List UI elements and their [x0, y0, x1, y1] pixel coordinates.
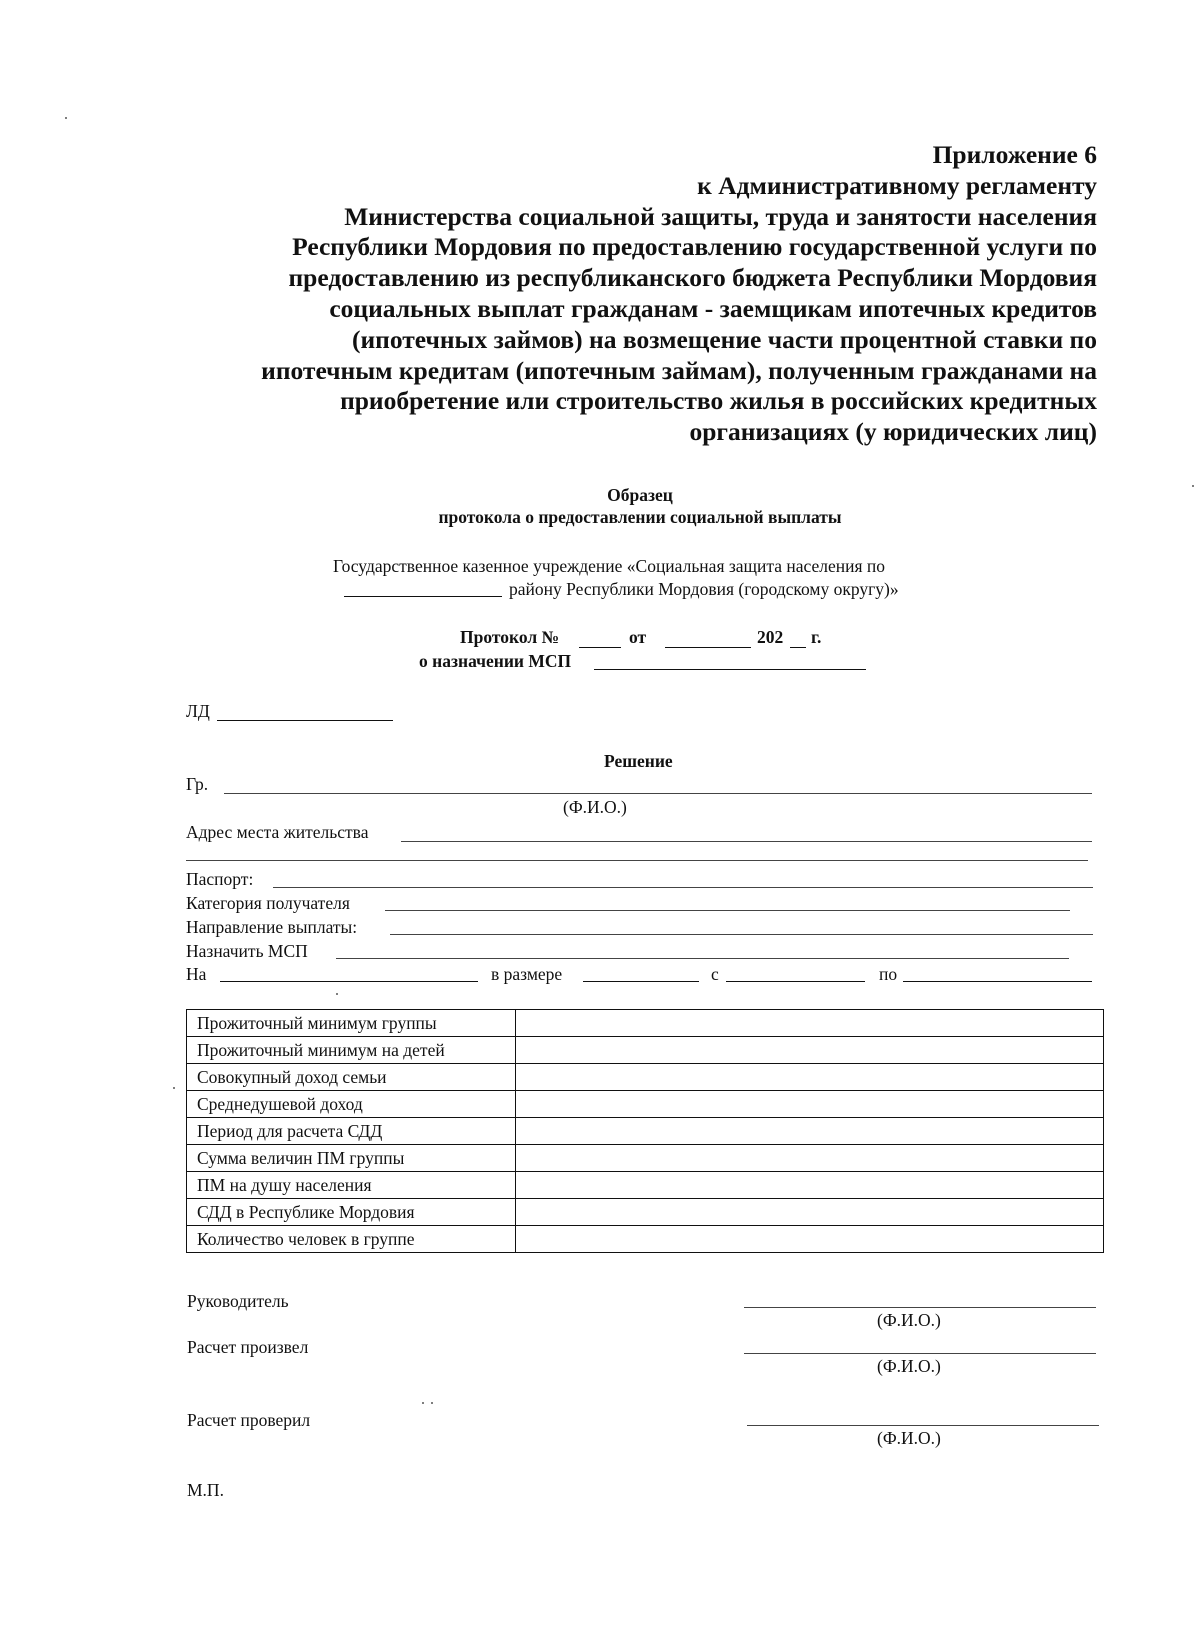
assign-label: Назначить МСП [186, 941, 308, 961]
table-row [187, 1091, 1104, 1118]
table-row [187, 1172, 1104, 1199]
passport-label: Паспорт: [186, 869, 254, 889]
category-label: Категория получателя [186, 893, 350, 913]
table-row [187, 1064, 1104, 1091]
row-value[interactable] [516, 1091, 1104, 1118]
protocol-from-label: от [629, 627, 647, 647]
ld-blank [217, 720, 393, 721]
scan-speck [431, 1402, 433, 1404]
on-line [220, 981, 478, 982]
protocol-number-blank [579, 647, 621, 648]
row-value[interactable] [516, 1037, 1104, 1064]
calculated-by-line [744, 1353, 1096, 1354]
protocol-number-label: Протокол № [460, 627, 560, 647]
category-line [385, 910, 1070, 911]
assign-line [336, 958, 1069, 959]
header-line: (ипотечных займов) на возмещение части процентной ставки по [351, 324, 1097, 354]
on-label: На [186, 964, 207, 984]
row-value[interactable] [516, 1145, 1104, 1172]
assignment-blank [594, 669, 866, 670]
direction-label: Направление выплаты: [186, 917, 358, 937]
head-label: Руководитель [187, 1291, 289, 1311]
from-label: с [711, 964, 719, 984]
row-value[interactable] [516, 1172, 1104, 1199]
appendix-title: Приложение 6 [932, 140, 1097, 169]
checked-by-fio-caption: (Ф.И.О.) [877, 1428, 941, 1448]
table-row [187, 1226, 1104, 1253]
citizen-label: Гр. [186, 774, 209, 794]
address-label: Адрес места жительства [186, 822, 369, 842]
fio-caption: (Ф.И.О.) [563, 797, 627, 817]
appendix-header [261, 140, 1097, 448]
table-row [187, 1010, 1104, 1037]
scan-speck [336, 993, 338, 995]
ld-label: ЛД [186, 701, 210, 721]
table-row [187, 1118, 1104, 1145]
protocol-year-suffix: г. [811, 627, 822, 647]
header-line: к Административному регламенту [697, 170, 1097, 200]
row-value[interactable] [516, 1010, 1104, 1037]
protocol-year-blank [790, 647, 806, 648]
sample-title: Образец [607, 485, 673, 505]
amount-line [583, 981, 699, 982]
address-line-2 [186, 860, 1088, 861]
scan-speck [65, 117, 67, 119]
head-fio-caption: (Ф.И.О.) [877, 1310, 941, 1330]
from-date-line [726, 981, 865, 982]
calculation-table [186, 1009, 1104, 1253]
table-row [187, 1199, 1104, 1226]
row-label: Совокупный доход семьи [187, 1064, 516, 1091]
institution-line-1: Государственное казенное учреждение «Социальная защита населения по [333, 556, 886, 576]
checked-by-line [747, 1425, 1099, 1426]
address-line [401, 841, 1092, 842]
row-value[interactable] [516, 1226, 1104, 1253]
seal-label: М.П. [187, 1480, 224, 1500]
header-line: Республики Мордовия по предоставлению государственной услуги по [292, 232, 1097, 262]
table-row [187, 1145, 1104, 1172]
row-label: Сумма величин ПМ группы [187, 1145, 516, 1172]
protocol-year-label: 202 [757, 627, 784, 647]
scan-speck [422, 1402, 424, 1404]
row-value[interactable] [516, 1064, 1104, 1091]
header-line: предоставлению из республиканского бюджета Республики Мордовия [288, 263, 1097, 293]
row-label: Прожиточный минимум группы [187, 1010, 516, 1037]
scan-speck [1192, 485, 1194, 487]
row-value[interactable] [516, 1199, 1104, 1226]
district-blank [344, 596, 502, 597]
row-label: СДД в Республике Мордовия [187, 1199, 516, 1226]
decision-title: Решение [604, 751, 673, 771]
header-line: социальных выплат гражданам - заемщикам ипотечных кредитов [329, 293, 1097, 323]
row-label: Количество человек в группе [187, 1226, 516, 1253]
amount-label: в размере [491, 964, 563, 984]
head-signature-line [744, 1307, 1096, 1308]
row-label: Среднедушевой доход [187, 1091, 516, 1118]
direction-line [390, 934, 1093, 935]
to-label: по [879, 964, 898, 984]
sample-subtitle: протокола о предоставлении социальной выплаты [438, 507, 842, 527]
header-line: Министерства социальной защиты, труда и занятости населения [344, 201, 1097, 231]
assignment-label: о назначении МСП [419, 651, 572, 671]
calculated-by-label: Расчет произвел [187, 1337, 309, 1357]
citizen-name-line [224, 793, 1092, 794]
calculated-by-fio-caption: (Ф.И.О.) [877, 1356, 941, 1376]
protocol-date-blank [665, 647, 751, 648]
header-line: организациях (у юридических лиц) [689, 417, 1097, 447]
header-line: приобретение или строительство жилья в российских кредитных [340, 386, 1097, 416]
scan-speck [173, 1087, 175, 1089]
table-row [187, 1037, 1104, 1064]
header-line: ипотечным кредитам (ипотечным займам), полученным гражданами на [261, 355, 1097, 385]
row-label: ПМ на душу населения [187, 1172, 516, 1199]
institution-line-2: району Республики Мордовия (городскому округу)» [509, 579, 899, 599]
to-date-line [903, 981, 1092, 982]
checked-by-label: Расчет проверил [187, 1410, 311, 1430]
passport-line [273, 887, 1093, 888]
row-value[interactable] [516, 1118, 1104, 1145]
row-label: Период для расчета СДД [187, 1118, 516, 1145]
row-label: Прожиточный минимум на детей [187, 1037, 516, 1064]
